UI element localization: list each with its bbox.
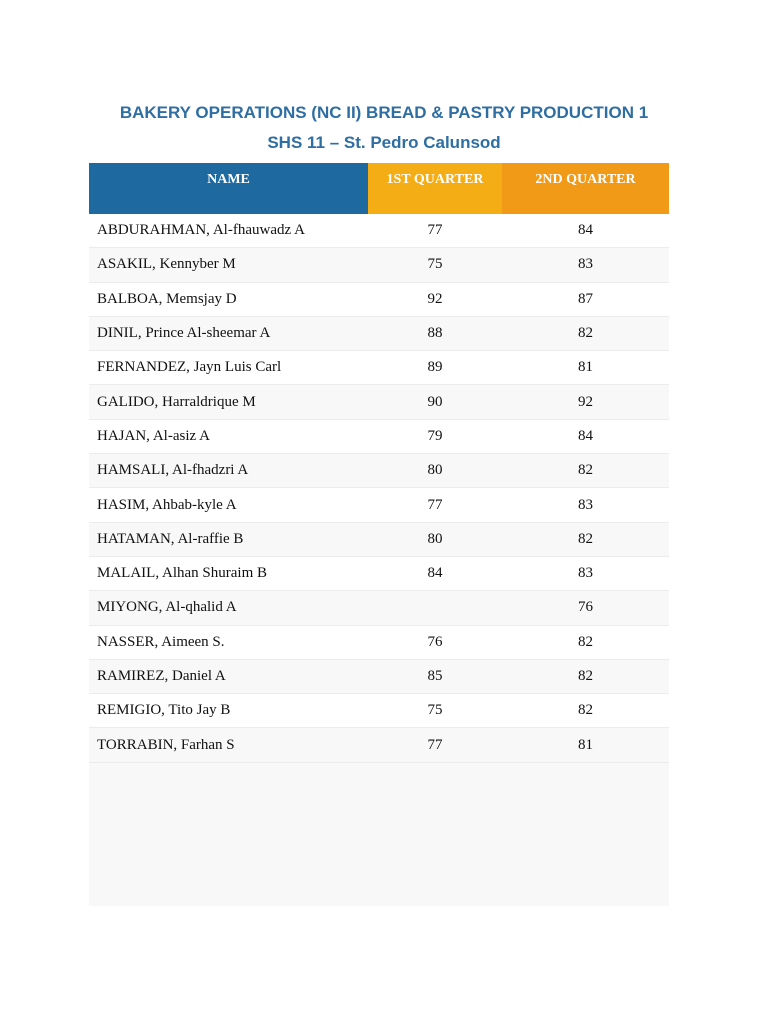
student-name: TORRABIN, Farhan S (97, 736, 235, 753)
table-header (89, 163, 669, 214)
grade-1st-quarter: 77 (427, 222, 443, 239)
grade-1st-quarter: 77 (427, 736, 443, 753)
grade-2nd-quarter: 84 (578, 222, 593, 239)
table-row (89, 283, 669, 317)
table-row (89, 385, 669, 419)
student-name: REMIGIO, Tito Jay B (97, 702, 231, 719)
student-name: FERNANDEZ, Jayn Luis Carl (97, 359, 282, 376)
table-row (89, 454, 669, 488)
student-name: HASIM, Ahbab-kyle A (97, 496, 237, 513)
grade-1st-quarter: 75 (427, 256, 443, 273)
grade-1st-quarter: 76 (427, 633, 443, 650)
student-name: HAMSALI, Al-fhadzri A (97, 462, 249, 479)
grade-2nd-quarter: 81 (578, 359, 593, 376)
table-row (89, 420, 669, 454)
grade-2nd-quarter: 92 (578, 393, 593, 410)
header-2nd-quarter: 2ND QUARTER (502, 163, 669, 214)
table-row (89, 488, 669, 522)
student-name: MIYONG, Al-qhalid A (97, 599, 237, 616)
grade-2nd-quarter: 76 (578, 599, 593, 616)
student-name: RAMIREZ, Daniel A (97, 668, 226, 684)
table-row (89, 523, 669, 557)
grade-1st-quarter: 85 (427, 668, 443, 684)
table-row (89, 728, 669, 762)
student-name: ABDURAHMAN, Al-fhauwadz A (97, 222, 305, 239)
grade-1st-quarter: 77 (427, 496, 443, 513)
header-1st-quarter: 1ST QUARTER (368, 163, 502, 214)
grade-1st-quarter: 90 (427, 393, 443, 410)
header-name: NAME (89, 163, 368, 214)
grade-2nd-quarter: 82 (578, 325, 593, 342)
grade-2nd-quarter: 82 (578, 702, 593, 719)
table-body (89, 214, 669, 763)
grade-1st-quarter: 88 (427, 325, 443, 342)
table-row (89, 248, 669, 282)
grade-2nd-quarter: 87 (578, 290, 593, 307)
grade-2nd-quarter: 82 (578, 462, 593, 479)
grade-2nd-quarter: 83 (578, 256, 593, 273)
grade-2nd-quarter: 83 (578, 565, 593, 582)
table-row (89, 660, 669, 694)
grade-1st-quarter: 80 (427, 530, 443, 547)
grade-2nd-quarter: 81 (578, 736, 593, 753)
grade-1st-quarter: 89 (427, 359, 443, 376)
student-name: ASAKIL, Kennyber M (97, 256, 236, 273)
document-title: BAKERY OPERATIONS (NC II) BREAD & PASTRY PRODUCTION 1 (119, 103, 649, 122)
student-name: DINIL, Prince Al-sheemar A (97, 325, 271, 342)
grade-2nd-quarter: 84 (578, 427, 593, 444)
document-subtitle: SHS 11 – St. Pedro Calunsod (267, 133, 501, 152)
table-row (89, 626, 669, 660)
table-row (89, 351, 669, 385)
table-row (89, 317, 669, 351)
table-row (89, 694, 669, 728)
student-name: HAJAN, Al-asiz A (97, 427, 210, 444)
grade-1st-quarter: 84 (427, 565, 443, 582)
grade-1st-quarter: 80 (427, 462, 443, 479)
student-name: HATAMAN, Al-raffie B (97, 530, 244, 547)
grade-2nd-quarter: 83 (578, 496, 593, 513)
table-row (89, 591, 669, 625)
table-row (89, 214, 669, 248)
grade-1st-quarter: 75 (427, 702, 443, 719)
grade-2nd-quarter: 82 (578, 530, 593, 547)
grades-table (89, 163, 669, 906)
student-name: MALAIL, Alhan Shuraim B (97, 565, 267, 582)
grade-2nd-quarter: 82 (578, 633, 593, 650)
table-row (89, 557, 669, 591)
student-name: BALBOA, Memsjay D (97, 290, 237, 307)
student-name: NASSER, Aimeen S. (97, 633, 225, 650)
student-name: GALIDO, Harraldrique M (97, 393, 256, 410)
grade-1st-quarter: 92 (427, 290, 443, 307)
grade-1st-quarter: 79 (427, 427, 443, 444)
grade-2nd-quarter: 82 (578, 668, 593, 684)
